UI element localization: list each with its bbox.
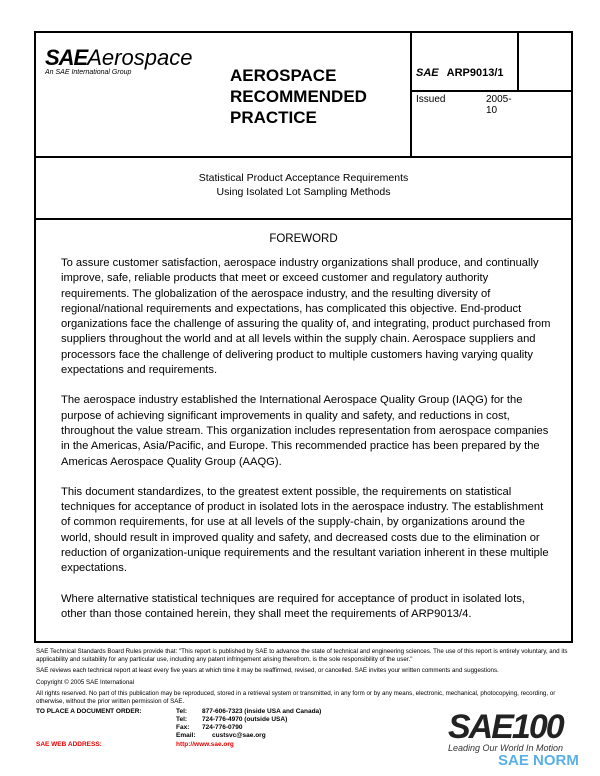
contact-key: Fax:	[176, 724, 190, 731]
copyright-text: Copyright © 2005 SAE International	[36, 678, 135, 686]
logo-sae: SAE	[45, 45, 88, 70]
watermark: SAE NORM	[498, 752, 579, 769]
rules-text: SAE Technical Standards Board Rules provide that: "This report is published by SAE to advance the state of technical and engineering sciences. The use of this report is entirely voluntary, and its applicability and suitability for any particular use, including any patent infringement arising therefrom, is the sole responsibility of the user."	[36, 648, 568, 664]
web-address-label: SAE WEB ADDRESS:	[36, 741, 102, 748]
issued-date: 2005-10	[486, 94, 512, 116]
sae100-mark: SAE100	[448, 708, 563, 746]
contact-key: Tel:	[176, 716, 188, 723]
document-subtitle	[36, 171, 571, 199]
contact-value: 877-606-7323 (inside USA and Canada)	[202, 708, 322, 715]
document-type-title	[230, 65, 367, 128]
order-label: TO PLACE A DOCUMENT ORDER:	[36, 708, 142, 715]
contact-key: Email:	[176, 732, 196, 739]
subtitle-line: Statistical Product Acceptance Requirements	[198, 172, 409, 184]
title-line: AEROSPACE	[230, 66, 337, 85]
divider	[410, 31, 412, 157]
issued-label: Issued	[416, 94, 446, 105]
contact-value: 724-776-4970 (outside USA)	[202, 716, 288, 723]
contact-key: Tel:	[176, 708, 188, 715]
document-number	[416, 67, 504, 79]
contact-value: 724-776-0790	[202, 724, 243, 731]
subtitle-line: Using Isolated Lot Sampling Methods	[216, 186, 391, 198]
review-text: SAE reviews each technical report at least every five years at which time it may be reaffirmed, revised, or cancelled. SAE invites your written comments and suggestions.	[36, 667, 499, 675]
sae-aerospace-logo	[45, 45, 192, 76]
doc-number-text: ARP9013/1	[446, 67, 504, 79]
sae-small-logo: SAE	[416, 67, 439, 79]
legal-footer	[36, 648, 576, 709]
title-line: RECOMMENDED	[230, 87, 367, 106]
divider	[517, 31, 519, 91]
web-address-link[interactable]: http://www.sae.org	[176, 741, 234, 748]
issued-info	[416, 94, 512, 116]
foreword-body	[61, 256, 551, 637]
paragraph: This document standardizes, to the greatest extent possible, the requirements on statistical techniques for acceptance of product in isolated lots in the aerospace industry. The establishment of common requirements, for use at all levels of the supply-chain, by organizations around the world, should result in improved quality and safety, and decreased costs due to the elimination or reduction of organization-unique requirements and the resultant variation inherent in these multiple expectations.	[61, 485, 549, 575]
foreword-heading: FOREWORD	[269, 233, 338, 245]
divider	[410, 90, 573, 92]
title-line: PRACTICE	[230, 108, 317, 127]
logo-group: An SAE International Group	[45, 69, 132, 76]
rights-text: All rights reserved. No part of this publication may be reproduced, stored in a retrieval system or transmitted, in any form or by any means, electronic, mechanical, photocopying, recording, or otherwise, without the prior written permission of SAE.	[36, 689, 556, 706]
sae100-tagline: Leading Our World In Motion	[448, 743, 564, 753]
logo-aerospace: Aerospace	[87, 45, 193, 70]
email-link[interactable]: custsvc@sae.org	[212, 732, 266, 739]
paragraph: Where alternative statistical techniques are required for acceptance of product in isolated lots, other than those contained herein, they shall meet the requirements of ARP9013/4.	[61, 592, 525, 620]
paragraph: To assure customer satisfaction, aerospace industry organizations shall produce, and continually improve, safe, reliable products that meet or exceed customer and regulatory authority requirements. The globalization of the aerospace industry, and the resulting diversity of regional/national requirements and expectations, has complicated this objective. End-product organizations face the challenge of assuring the quality of, and integrating, product purchased from suppliers throughout the world and at all levels within the supply chain. Aerospace suppliers and processors face the challenge of delivering product to multiple customers having varying quality expectations and requirements.	[61, 257, 551, 377]
divider	[34, 156, 573, 158]
paragraph: The aerospace industry established the International Aerospace Quality Group (IAQG) for the purpose of achieving significant improvements in quality and safety, and reductions in cost, throughout the value stream. This organization includes representation from aerospace companies in the Americas, Asia/Pacific, and Europe. This recommended practice has been prepared by the Americas Aerospace Quality Group (AAQG).	[61, 394, 549, 468]
sae100-logo	[448, 708, 563, 753]
divider	[34, 218, 573, 220]
